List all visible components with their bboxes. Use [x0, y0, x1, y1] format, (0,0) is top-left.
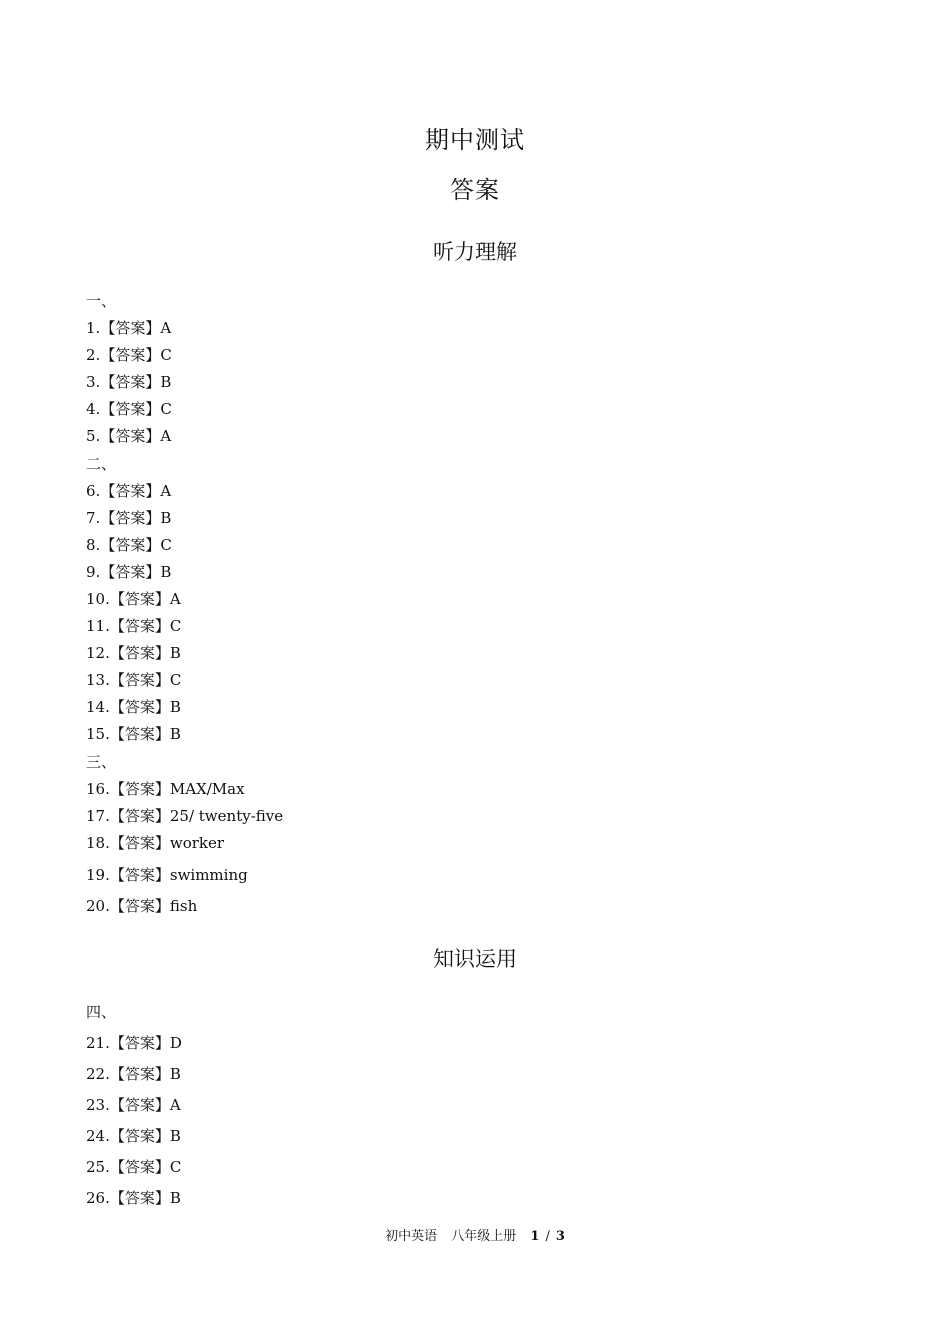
- answer-tag: 【答案】: [109, 1065, 170, 1083]
- answer-value: C: [160, 536, 172, 554]
- question-number: 19.: [86, 866, 110, 884]
- answer-line: [86, 697, 181, 717]
- question-number: 1.: [86, 319, 101, 337]
- section-heading-knowledge: 知识运用: [433, 947, 517, 971]
- answer-tag: 【答案】: [109, 644, 170, 662]
- question-number: 13.: [86, 671, 110, 689]
- question-number: 24.: [86, 1127, 110, 1145]
- answer-tag: 【答案】: [109, 1158, 170, 1176]
- part-label: 一、: [86, 292, 117, 310]
- answer-value: B: [169, 698, 181, 716]
- answer-value: B: [169, 1189, 181, 1207]
- answer-line: [86, 1188, 181, 1208]
- answer-value: swimming: [169, 866, 248, 884]
- question-number: 4.: [86, 400, 101, 418]
- answer-tag: 【答案】: [109, 834, 170, 852]
- question-number: 2.: [86, 346, 101, 364]
- answer-value: A: [169, 1096, 181, 1114]
- answer-line: [86, 535, 172, 555]
- answer-value: B: [160, 373, 172, 391]
- answer-line: [86, 589, 181, 609]
- answer-line: [86, 562, 171, 582]
- answer-tag: 【答案】: [100, 563, 161, 581]
- answer-value: fish: [169, 897, 198, 915]
- answer-value: C: [160, 346, 172, 364]
- answer-tag: 【答案】: [109, 807, 170, 825]
- question-number: 12.: [86, 644, 110, 662]
- answer-value: A: [160, 319, 172, 337]
- question-number: 10.: [86, 590, 110, 608]
- answer-tag: 【答案】: [100, 482, 161, 500]
- answer-value: B: [160, 563, 172, 581]
- answer-line: [86, 806, 283, 826]
- question-number: 16.: [86, 780, 110, 798]
- question-number: 7.: [86, 509, 101, 527]
- answer-line: [86, 318, 171, 338]
- answer-tag: 【答案】: [109, 590, 170, 608]
- part-label: 四、: [86, 1003, 117, 1021]
- question-number: 26.: [86, 1189, 110, 1207]
- question-number: 6.: [86, 482, 101, 500]
- answer-line: [86, 426, 171, 446]
- answer-tag: 【答案】: [100, 536, 161, 554]
- answer-line: [86, 372, 171, 392]
- question-number: 14.: [86, 698, 110, 716]
- footer-grade: 八年级上册: [451, 1229, 517, 1244]
- answer-line: [86, 1157, 181, 1177]
- answer-tag: 【答案】: [100, 346, 161, 364]
- answer-line: [86, 1064, 181, 1084]
- answer-line: [86, 833, 224, 853]
- answer-value: C: [169, 617, 182, 635]
- answer-value: C: [169, 1158, 182, 1176]
- page-footer: [0, 1228, 950, 1246]
- answer-line: [86, 865, 248, 885]
- part-label: 三、: [86, 753, 117, 771]
- footer-separator: /: [545, 1229, 550, 1244]
- question-number: 17.: [86, 807, 110, 825]
- answer-tag: 【答案】: [100, 319, 161, 337]
- answer-tag: 【答案】: [109, 1096, 170, 1114]
- answer-value: B: [169, 1127, 181, 1145]
- answer-tag: 【答案】: [100, 509, 161, 527]
- answer-line: [86, 670, 181, 690]
- answer-line: [86, 643, 181, 663]
- answer-value: B: [169, 644, 181, 662]
- question-number: 8.: [86, 536, 101, 554]
- question-number: 20.: [86, 897, 110, 915]
- answer-value: A: [160, 427, 172, 445]
- question-number: 23.: [86, 1096, 110, 1114]
- answer-tag: 【答案】: [109, 1189, 170, 1207]
- answer-tag: 【答案】: [109, 671, 170, 689]
- question-number: 11.: [86, 617, 110, 635]
- answer-tag: 【答案】: [109, 617, 170, 635]
- answer-value: B: [169, 725, 181, 743]
- answer-value: MAX/Max: [169, 780, 245, 798]
- answer-value: 25/ twenty-five: [169, 807, 284, 825]
- footer-page-total: 3: [555, 1229, 565, 1244]
- answer-tag: 【答案】: [109, 698, 170, 716]
- answer-line: [86, 896, 197, 916]
- answer-value: C: [160, 400, 172, 418]
- answer-line: [86, 481, 171, 501]
- answer-line: [86, 779, 245, 799]
- answer-line: [86, 508, 171, 528]
- answer-value: C: [169, 671, 182, 689]
- answer-line: [86, 724, 181, 744]
- answer-line: [86, 399, 172, 419]
- answer-tag: 【答案】: [100, 373, 161, 391]
- question-number: 9.: [86, 563, 101, 581]
- answer-value: worker: [169, 834, 225, 852]
- answer-tag: 【答案】: [100, 427, 161, 445]
- footer-page-number: 1: [530, 1229, 540, 1244]
- answer-value: D: [169, 1034, 182, 1052]
- question-number: 25.: [86, 1158, 110, 1176]
- question-number: 22.: [86, 1065, 110, 1083]
- question-number: 3.: [86, 373, 101, 391]
- question-number: 5.: [86, 427, 101, 445]
- answer-value: A: [160, 482, 172, 500]
- answer-tag: 【答案】: [100, 400, 161, 418]
- answer-value: A: [169, 590, 181, 608]
- answer-value: B: [169, 1065, 181, 1083]
- answer-tag: 【答案】: [109, 866, 170, 884]
- answer-tag: 【答案】: [109, 780, 170, 798]
- part-label: 二、: [86, 455, 117, 473]
- answer-tag: 【答案】: [109, 1034, 170, 1052]
- answer-tag: 【答案】: [109, 1127, 170, 1145]
- question-number: 21.: [86, 1034, 110, 1052]
- question-number: 15.: [86, 725, 110, 743]
- answer-line: [86, 1126, 181, 1146]
- answer-line: [86, 1033, 182, 1053]
- footer-course: 初中英语: [385, 1229, 438, 1244]
- section-heading-listening: 听力理解: [433, 240, 517, 264]
- answer-line: [86, 1095, 181, 1115]
- answer-line: [86, 616, 181, 636]
- answer-tag: 【答案】: [109, 725, 170, 743]
- answer-value: B: [160, 509, 172, 527]
- answer-tag: 【答案】: [109, 897, 170, 915]
- question-number: 18.: [86, 834, 110, 852]
- answer-line: [86, 345, 172, 365]
- document-subtitle: 答案: [450, 176, 500, 204]
- document-title: 期中测试: [425, 126, 525, 154]
